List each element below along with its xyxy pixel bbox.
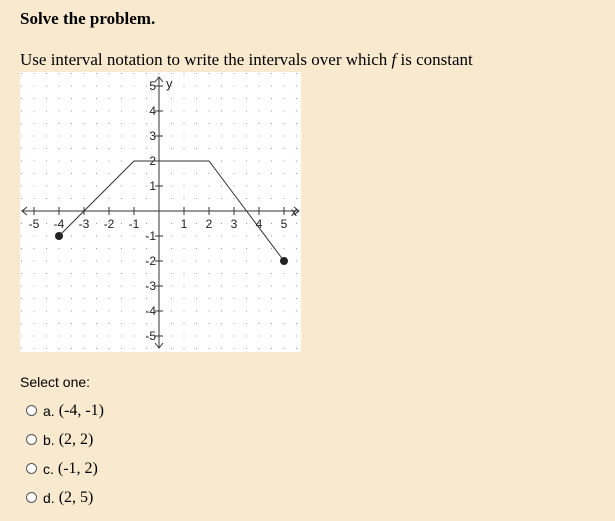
option-b[interactable]: [26, 425, 104, 454]
prompt-text-end: is constant: [396, 50, 473, 69]
option-b-letter: b.: [43, 431, 55, 448]
option-b-value: (2, 2): [58, 430, 94, 448]
option-c-letter: c.: [43, 460, 54, 477]
graph-svg: [20, 72, 301, 352]
option-d-value: (2, 5): [58, 488, 94, 506]
option-c[interactable]: [26, 454, 104, 483]
y-tick-label: 1: [149, 179, 156, 193]
x-tick-label: 3: [230, 217, 238, 231]
y-tick-label: -4: [145, 304, 156, 318]
y-tick-label: 5: [149, 79, 156, 93]
x-tick-label: 5: [280, 217, 288, 231]
select-one-label: Select one:: [20, 374, 91, 390]
x-tick-label: -3: [78, 217, 90, 231]
option-c-value: (-1, 2): [57, 459, 98, 477]
function-graph: [20, 72, 301, 352]
x-tick-label: -2: [103, 217, 115, 231]
y-tick-label: -3: [145, 279, 156, 293]
closed-endpoint: [280, 257, 288, 265]
question-prompt: [20, 50, 473, 70]
y-axis-label: y: [166, 76, 173, 91]
y-tick-label: 2: [149, 154, 156, 168]
option-b-radio[interactable]: [26, 434, 37, 445]
closed-endpoint: [55, 232, 63, 240]
x-tick-label: 4: [255, 217, 263, 231]
x-tick-label: -5: [28, 217, 40, 231]
prompt-text-start: Use interval notation to write the intervals over which: [20, 50, 392, 69]
option-a-radio[interactable]: [26, 405, 37, 416]
x-tick-label: -4: [53, 217, 65, 231]
option-a-letter: a.: [43, 402, 55, 419]
y-tick-label: -1: [145, 229, 156, 243]
option-d[interactable]: [26, 483, 104, 512]
option-a-value: (-4, -1): [58, 401, 104, 419]
option-d-radio[interactable]: [26, 492, 37, 503]
answer-options: [26, 396, 104, 512]
question-title: Solve the problem.: [20, 9, 156, 28]
function-variable: f: [391, 50, 397, 69]
x-tick-label: 2: [205, 217, 213, 231]
y-tick-label: -5: [145, 329, 156, 343]
x-tick-label: 1: [180, 217, 188, 231]
y-tick-label: 4: [149, 104, 156, 118]
y-tick-label: -2: [145, 254, 156, 268]
option-a[interactable]: [26, 396, 104, 425]
option-c-radio[interactable]: [26, 463, 37, 474]
x-axis-label: x: [291, 205, 297, 219]
option-d-letter: d.: [43, 489, 55, 506]
y-tick-label: 3: [149, 129, 156, 143]
x-tick-label: -1: [128, 217, 140, 231]
